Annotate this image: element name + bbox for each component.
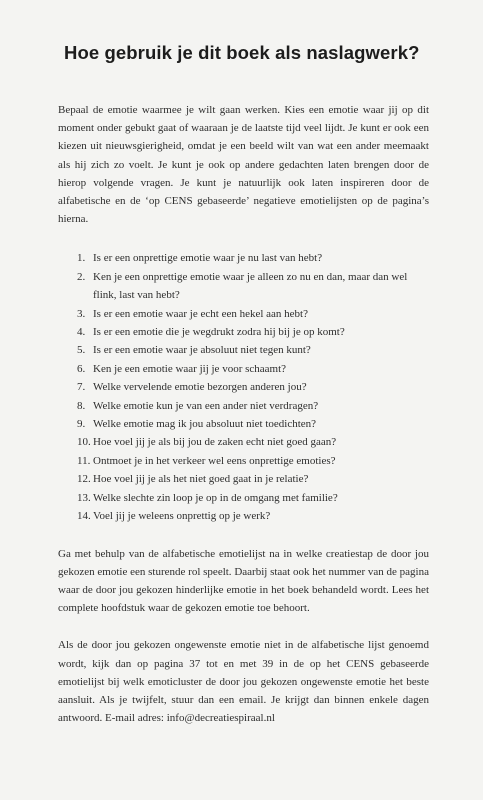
- list-item-text: Is er een onprettige emotie waar je nu last van hebt?: [93, 252, 323, 265]
- list-item-number: 11.: [77, 454, 91, 467]
- list-item-text: Ontmoet je in het verkeer wel eens onprettige emoties?: [93, 454, 336, 467]
- list-item: [77, 249, 429, 267]
- list-item-number: 4.: [77, 326, 86, 339]
- list-item: [77, 305, 429, 323]
- list-item: [77, 507, 429, 525]
- list-item: [77, 378, 429, 396]
- list-item: [77, 415, 429, 433]
- list-item-text: Welke vervelende emotie bezorgen anderen jou?: [93, 381, 307, 394]
- list-item-text: Welke slechte zin loop je op in de omgang met familie?: [93, 491, 338, 504]
- list-item-number: 5.: [77, 344, 86, 357]
- list-item-number: 8.: [77, 399, 86, 412]
- list-item: [77, 452, 429, 470]
- list-item-number: 9.: [77, 418, 86, 431]
- list-item: [77, 360, 429, 378]
- list-item-text: Voel jij je weleens onprettig op je werk?: [93, 510, 271, 523]
- list-item-number: 14.: [77, 510, 91, 523]
- list-item: [77, 341, 429, 359]
- list-item-number: 3.: [77, 307, 86, 320]
- list-item-text: Is er een emotie waar je echt een hekel aan hebt?: [93, 307, 308, 320]
- list-item-text: Hoe voel jij je als het niet goed gaat in je relatie?: [93, 473, 309, 486]
- list-item-text: Is er een emotie die je wegdrukt zodra hij bij je op komt?: [93, 326, 345, 339]
- list-item-number: 2.: [77, 270, 86, 283]
- list-item: [77, 268, 429, 305]
- list-item: [77, 433, 429, 451]
- list-item: [77, 489, 429, 507]
- list-item-number: 6.: [77, 362, 86, 375]
- list-item-number: 13.: [77, 491, 91, 504]
- contact-paragraph: Als de door jou gekozen ongewenste emotie niet in de alfabetische lijst genoemd wordt, kijk dan op pagina 37 tot en met 39 in de op het CENS gebaseerde emotielijst bij welk emoticluster de door jou gekozen ongewenste emotie het beste aansluit. Als je twijfelt, stuur dan een email. Je krijgt dan binnen enkele dagen antwoord. E-mail adres: info@decreatiespiraal.nl: [58, 639, 429, 725]
- list-item-text: Is er een emotie waar je absoluut niet tegen kunt?: [93, 344, 311, 357]
- list-item-text: Ken je een emotie waar jij je voor schaamt?: [93, 362, 287, 375]
- list-item: [77, 470, 429, 488]
- intro-paragraph: Bepaal de emotie waarmee je wilt gaan werken. Kies een emotie waar jij op dit moment onder gebukt gaat of waaraan je de laatste tijd veel lijdt. Je kunt er ook een kiezen uit nieuwsgierigheid, omdat je een beeld wilt van wat een ander meemaakt als hij zich zo voelt. Je kunt je ook op andere gedachten laten brengen door de hierop volgende vragen. Je kunt je natuurlijk ook laten inspireren door de alfabetische en de ‘op CENS gebaseerde’ negatieve emotielijsten op de pagina’s hierna.: [58, 104, 429, 226]
- list-item-text: Welke emotie mag ik jou absoluut niet toedichten?: [93, 418, 317, 431]
- page-title: Hoe gebruik je dit boek als naslagwerk?: [64, 42, 420, 63]
- list-item-number: 1.: [77, 252, 86, 265]
- question-list: [58, 249, 429, 525]
- list-item-text: Welke emotie kun je van een ander niet verdragen?: [93, 399, 319, 412]
- list-item-number: 10.: [77, 436, 91, 449]
- list-item-text: Ken je een onprettige emotie waar je alleen zo nu en dan, maar dan wel flink, last van hebt?: [93, 270, 408, 302]
- list-item-text: Hoe voel jij je als bij jou de zaken echt niet goed gaan?: [93, 436, 337, 449]
- list-item: [77, 397, 429, 415]
- list-item-number: 12.: [77, 473, 91, 486]
- instructions-paragraph: Ga met behulp van de alfabetische emotielijst na in welke creatiestap de door jou gekozen emotie een sturende rol speelt. Daarbij staat ook het nummer van de pagina waar de door jou gekozen hinderlijke emotie in het boek behandeld wordt. Lees het complete hoofdstuk waar de gekozen emotie toe behoort.: [58, 547, 429, 615]
- list-item-number: 7.: [77, 381, 86, 394]
- list-item: [77, 323, 429, 341]
